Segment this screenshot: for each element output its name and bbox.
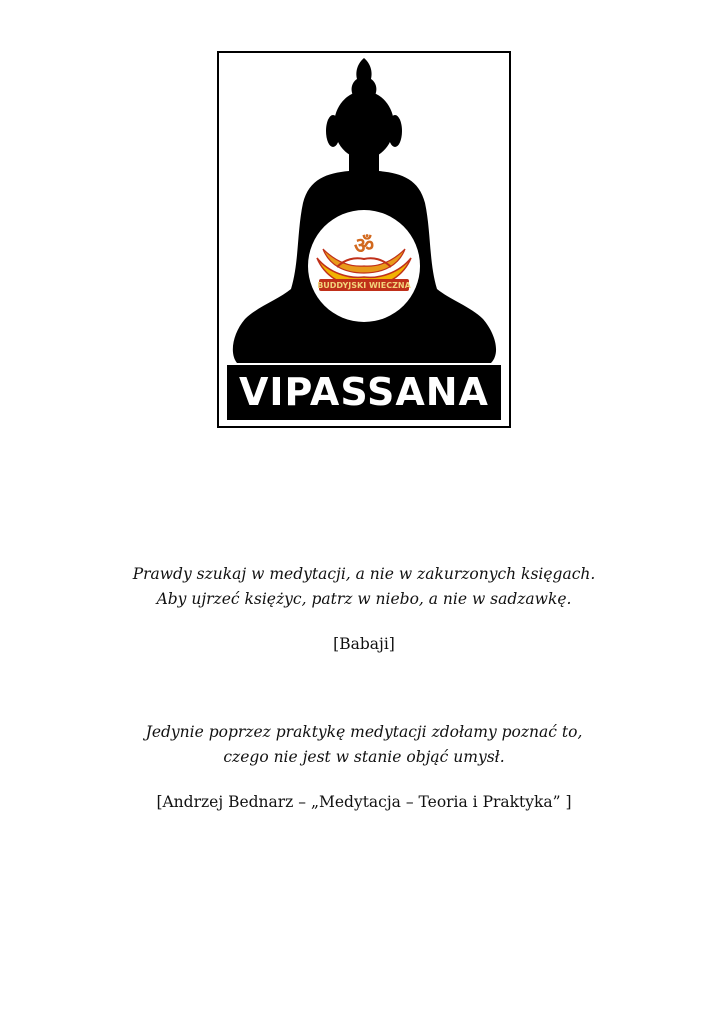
quote2-line2: czego nie jest w stanie objąć umysł. (223, 748, 505, 766)
quote1-line2: Aby ujrzeć księżyc, patrz w niebo, a nie w sadzawkę. (156, 590, 572, 608)
svg-text:ॐ: ॐ (353, 234, 375, 259)
quote2-line1: Jedynie poprzez praktykę medytacji zdołamy poznać to, (145, 723, 583, 741)
quote1-line1: Prawdy szukaj w medytacji, a nie w zakurzonych księgach. (132, 565, 596, 583)
cover-image (217, 51, 511, 428)
quote2-attribution: [Andrzej Bednarz – „Medytacja – Teoria i Praktyka” ] (156, 793, 572, 811)
quote1-attribution: [Babaji] (333, 635, 395, 653)
svg-text:BUDDYJSKI WIECZNA: BUDDYJSKI WIECZNA (317, 281, 411, 290)
cover-banner: VIPASSANA (227, 365, 501, 420)
